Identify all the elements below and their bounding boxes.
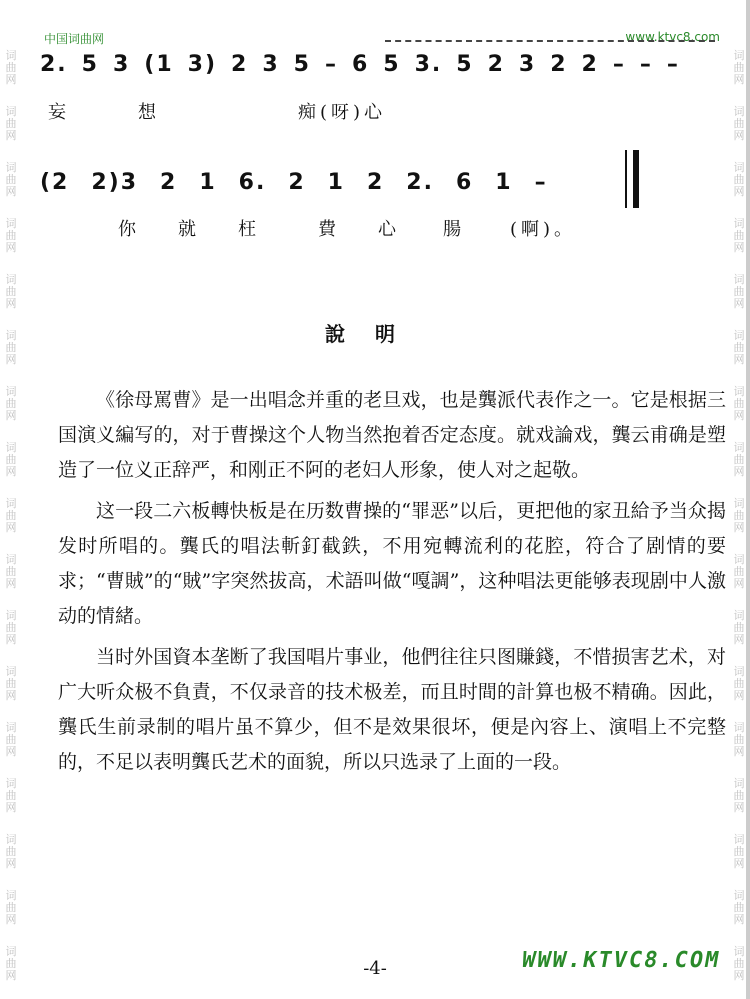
watermark-left: 词 曲 网 词 曲 网 词 曲 网 词 曲 网 词 曲 网 词 曲 网 词 曲 网 词 曲 网 词 曲 网 词 曲 网 词 曲 网 词 曲 网 词 曲 网 词 曲 网 词 曲 网 词 曲 网 词 曲 网: [5, 49, 17, 982]
score-note: 3: [112, 52, 131, 77]
score-note: 2: [550, 52, 568, 77]
score-note: 5: [81, 52, 99, 77]
lyric: 費: [318, 219, 340, 240]
lyric: 心: [378, 219, 400, 240]
score-note: (1: [144, 52, 174, 77]
score-note: 5: [383, 52, 401, 77]
score-note: 1: [495, 170, 513, 195]
lyric: 痴(呀)心: [298, 102, 387, 123]
score-note: 2: [366, 170, 385, 195]
lyric: 想: [138, 102, 160, 123]
score-line-1: [40, 52, 720, 77]
score-note: 3: [518, 52, 537, 77]
score-note: 5: [293, 52, 311, 77]
lyric: (啊)。: [510, 219, 577, 240]
paragraph: 《徐母罵曹》是一出唱念并重的老旦戏，也是龔派代表作之一。它是根据三国演义編写的，对于曹操这个人物当然抱着否定态度。就戏論戏，龔云甫确是塑造了一位义正辞严，和刚正不阿的老妇人形象，使人对之起敬。: [58, 389, 726, 481]
score-note: 3: [262, 52, 280, 77]
score-note: (2: [40, 170, 70, 195]
lyric: 妄: [48, 102, 70, 123]
score-note: –: [666, 52, 680, 77]
score-note: –: [639, 52, 653, 77]
score-note: 2.: [40, 52, 68, 77]
score-note: 6: [455, 170, 474, 195]
score-note: 1: [199, 170, 217, 195]
score-note: 2: [288, 170, 306, 195]
section-title: 說明: [325, 322, 425, 346]
score-note: 2)3: [91, 170, 139, 195]
page-number: -4-: [363, 958, 387, 979]
paragraph: 这一段二六板轉快板是在历数曹操的“罪恶”以后，更把他的家丑給予当众揭发时所唱的。龔氏的唱法斬釘截鉄，不用宛轉流利的花腔，符合了剧情的要求；“曹賊”的“賊”字突然拔高，术語叫做“嘎調”，这种唱法更能够表现剧中人激动的情緒。: [58, 500, 726, 627]
score-notes-1: [40, 52, 720, 77]
score-note: –: [612, 52, 626, 77]
site-label-top-right: www.ktvc8.com: [625, 30, 720, 44]
score-note: 2: [160, 170, 178, 195]
body-text: [58, 383, 726, 786]
paragraph: 当时外国資本垄断了我国唱片事业，他們往往只图賺錢，不惜损害艺术，对广大听众极不負責，不仅录音的技术极差，而且时間的計算也极不精确。因此，龔氏生前录制的唱片虽不算少，但不是效果很坏，便是內容上、演唱上不完整的，不足以表明龔氏艺术的面貌，所以只选录了上面的一段。: [58, 646, 726, 773]
score-note: 6: [351, 52, 370, 77]
score-note: 3.: [414, 52, 443, 77]
lyric: 你: [118, 219, 140, 240]
score-note: 2: [231, 52, 249, 77]
site-label-bottom: WWW.KTVC8.COM: [519, 948, 723, 973]
score-line-2: [40, 170, 720, 195]
score-note: 5: [456, 52, 474, 77]
site-label-top-left: 中国词曲网: [44, 32, 105, 46]
score-note: 2: [487, 52, 505, 77]
lyric: 枉: [238, 219, 260, 240]
lyric: 就: [178, 219, 200, 240]
lyric: 腸: [443, 219, 465, 240]
score-note: –: [534, 170, 548, 195]
score-note: 2: [581, 52, 599, 77]
score-dashed-line: [385, 40, 715, 42]
score-note: 6.: [238, 170, 267, 195]
score-note: 1: [327, 170, 345, 195]
score-notes-2: [40, 170, 720, 195]
watermark-right: 词 曲 网 词 曲 网 词 曲 网 词 曲 网 词 曲 网 词 曲 网 词 曲 网 词 曲 网 词 曲 网 词 曲 网 词 曲 网 词 曲 网 词 曲 网 词 曲 网 词 曲 网 词 曲 网 词 曲 网: [733, 49, 745, 982]
score-note: 3): [187, 52, 218, 77]
score-note: 2.: [406, 170, 434, 195]
score-note: –: [324, 52, 338, 77]
